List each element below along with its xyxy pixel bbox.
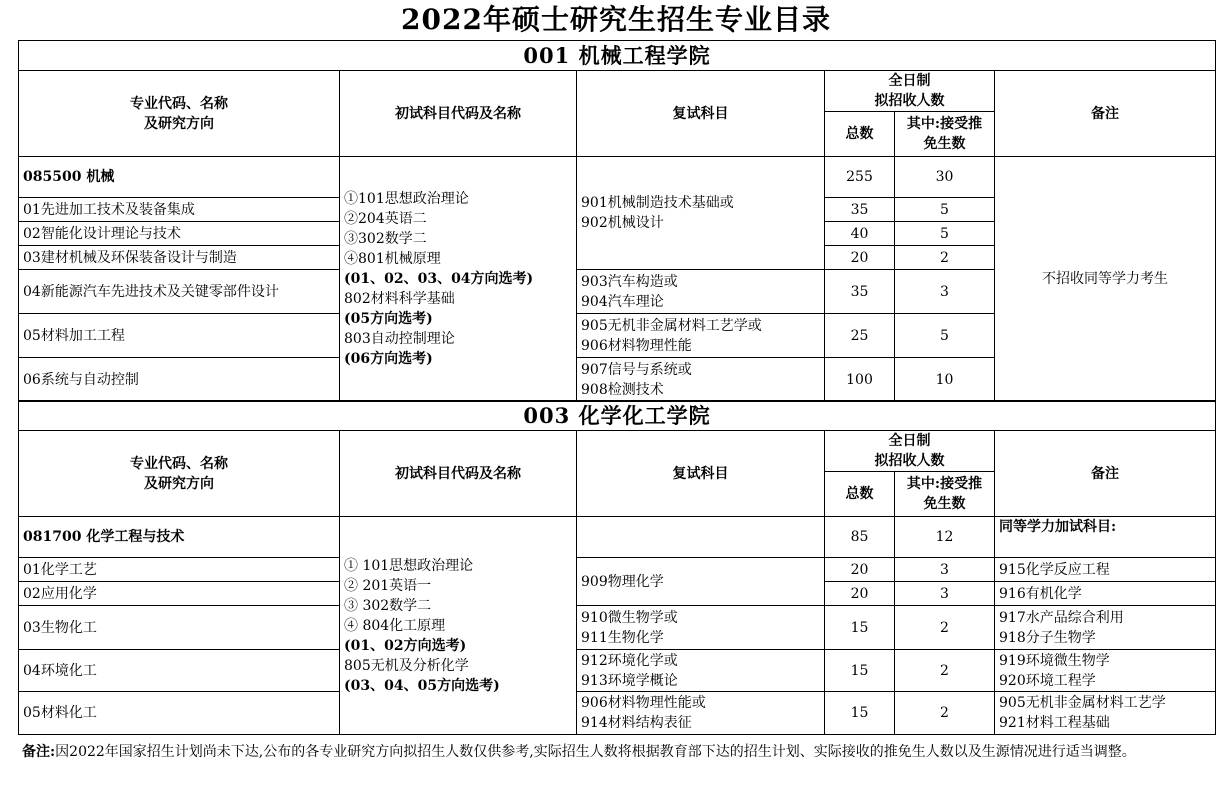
- major-exempt: 30: [895, 157, 995, 198]
- header-major: 专业代码、名称 及研究方向: [19, 431, 340, 517]
- direction-total: 25: [825, 314, 895, 358]
- footnote: [22, 740, 1212, 764]
- reexam-group: 907信号与系统或 908检测技术: [577, 358, 825, 402]
- direction-exempt: 2: [895, 606, 995, 650]
- header-total: 总数: [825, 112, 895, 157]
- header-reexam: 复试科目: [577, 71, 825, 157]
- reexam-group: 903汽车构造或 904汽车理论: [577, 270, 825, 314]
- remark-cell: 917水产品综合利用 918分子生物学: [995, 606, 1216, 650]
- direction-exempt: 2: [895, 246, 995, 270]
- direction-name: 04环境化工: [19, 650, 340, 692]
- direction-total: 35: [825, 198, 895, 222]
- direction-total: 15: [825, 692, 895, 735]
- header-remark: 备注: [995, 71, 1216, 157]
- direction-total: 100: [825, 358, 895, 402]
- major-title: 085500 机械: [19, 157, 340, 198]
- direction-name: 02智能化设计理论与技术: [19, 222, 340, 246]
- header-plan: 全日制 拟招收人数: [825, 71, 995, 112]
- direction-total: 20: [825, 246, 895, 270]
- header-exempt: 其中:接受推 免生数: [895, 472, 995, 517]
- remark-cell: 同等学力加试科目:: [995, 517, 1216, 558]
- footnote-text: 因2022年国家招生计划尚未下达,公布的各专业研究方向拟招生人数仅供参考,实际招生人数将根据教育部下达的招生计划、实际接收的推免生人数以及生源情况进行适当调整。: [55, 744, 1136, 760]
- footnote-label: 备注:: [22, 744, 56, 760]
- reexam-group: 912环境化学或 913环境学概论: [577, 650, 825, 692]
- header-total: 总数: [825, 472, 895, 517]
- header-remark: 备注: [995, 431, 1216, 517]
- reexam-group: 910微生物学或 911生物化学: [577, 606, 825, 650]
- header-plan: 全日制 拟招收人数: [825, 431, 995, 472]
- direction-total: 15: [825, 650, 895, 692]
- direction-exempt: 2: [895, 650, 995, 692]
- reexam-group: 906材料物理性能或 914材料结构表征: [577, 692, 825, 735]
- catalog-table-mechanical: [18, 40, 1216, 402]
- remark-cell: 916有机化学: [995, 582, 1216, 606]
- direction-exempt: 5: [895, 198, 995, 222]
- remark-cell: 905无机非金属材料工艺学 921材料工程基础: [995, 692, 1216, 735]
- header-exempt: 其中:接受推 免生数: [895, 112, 995, 157]
- remark-cell: 919环境微生物学 920环境工程学: [995, 650, 1216, 692]
- direction-name: 05材料化工: [19, 692, 340, 735]
- reexam-empty: [577, 517, 825, 558]
- header-major: 专业代码、名称 及研究方向: [19, 71, 340, 157]
- reexam-group: 901机械制造技术基础或 902机械设计: [577, 157, 825, 270]
- header-exam: 初试科目代码及名称: [340, 71, 577, 157]
- direction-exempt: 5: [895, 222, 995, 246]
- direction-exempt: 3: [895, 558, 995, 582]
- major-title: 081700 化学工程与技术: [19, 517, 340, 558]
- remark-cell: 不招收同等学力考生: [995, 157, 1216, 402]
- exam-subjects: ① 101思想政治理论 ② 201英语一 ③ 302数学二 ④ 804化工原理 (01、02方向选考) 805无机及分析化学 (03、04、05方向选考): [340, 517, 577, 735]
- direction-name: 04新能源汽车先进技术及关键零部件设计: [19, 270, 340, 314]
- major-exempt: 12: [895, 517, 995, 558]
- exam-subjects: ①101思想政治理论 ②204英语二 ③302数学二 ④801机械原理 (01、02、03、04方向选考) 802材料科学基础 (05方向选考) 803自动控制理论 (06方向选考): [340, 157, 577, 402]
- direction-exempt: 5: [895, 314, 995, 358]
- direction-name: 03生物化工: [19, 606, 340, 650]
- direction-exempt: 10: [895, 358, 995, 402]
- direction-name: 05材料加工工程: [19, 314, 340, 358]
- direction-total: 20: [825, 558, 895, 582]
- direction-name: 01先进加工技术及装备集成: [19, 198, 340, 222]
- direction-exempt: 2: [895, 692, 995, 735]
- header-exam: 初试科目代码及名称: [340, 431, 577, 517]
- direction-exempt: 3: [895, 270, 995, 314]
- direction-name: 01化学工艺: [19, 558, 340, 582]
- header-reexam: 复试科目: [577, 431, 825, 517]
- page-title: 2022年硕士研究生招生专业目录: [401, 3, 831, 36]
- direction-total: 15: [825, 606, 895, 650]
- direction-total: 20: [825, 582, 895, 606]
- remark-cell: 915化学反应工程: [995, 558, 1216, 582]
- reexam-group: 909物理化学: [577, 558, 825, 606]
- direction-name: 02应用化学: [19, 582, 340, 606]
- major-total: 255: [825, 157, 895, 198]
- direction-name: 03建材机械及环保装备设计与制造: [19, 246, 340, 270]
- school-name: 001 机械工程学院: [19, 41, 1216, 71]
- major-total: 85: [825, 517, 895, 558]
- direction-total: 40: [825, 222, 895, 246]
- direction-total: 35: [825, 270, 895, 314]
- direction-name: 06系统与自动控制: [19, 358, 340, 402]
- catalog-table-chemical: [18, 400, 1216, 735]
- direction-exempt: 3: [895, 582, 995, 606]
- school-name: 003 化学化工学院: [19, 401, 1216, 431]
- reexam-group: 905无机非金属材料工艺学或 906材料物理性能: [577, 314, 825, 358]
